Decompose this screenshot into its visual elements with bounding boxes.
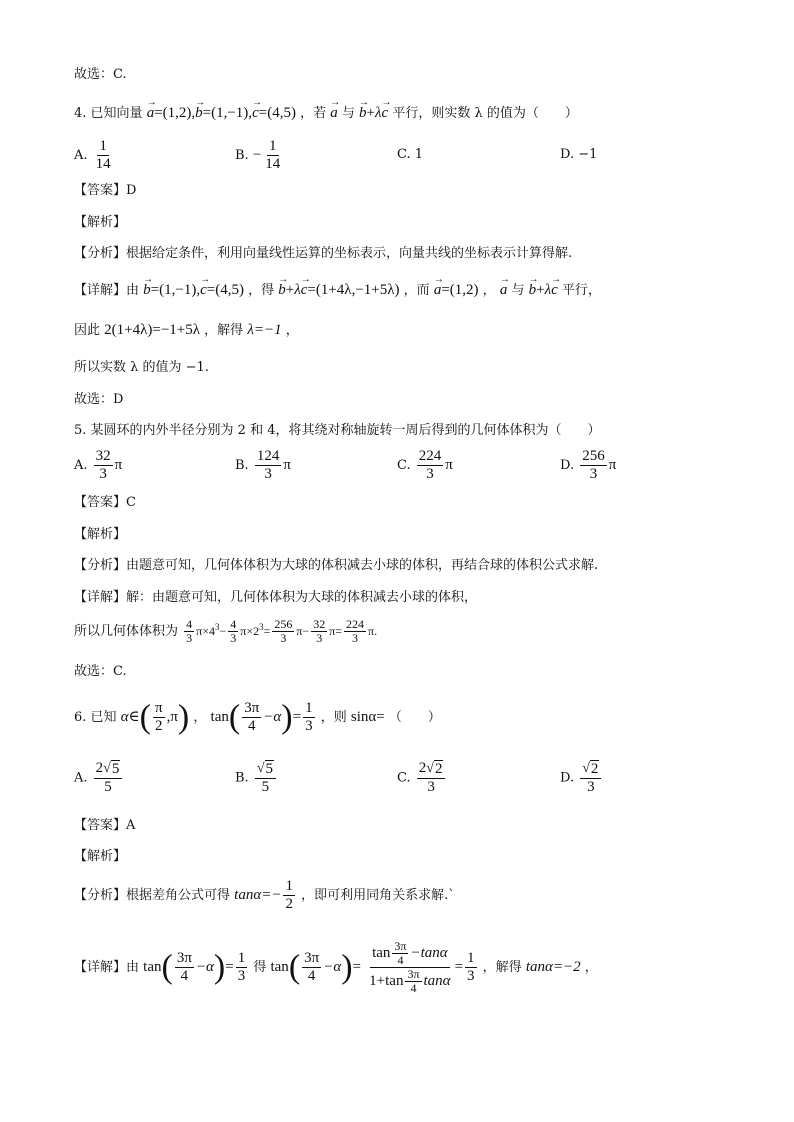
q6-fenxi: 【分析】根据差角公式可得 tanα=− $\frac{1}{2}$ ，即可利用同角关系求解.`: [74, 878, 455, 912]
q5-option-a: A. $\frac{32}{3}$ π: [74, 448, 123, 482]
q6-stem: 6. 已知 α∈( $\frac{\pi}{2}$ ,π) ， tan( $\frac{3\pi}{4}$ −α)= $\frac{1}{3}$ ，则 sinα= （ ）: [74, 698, 441, 736]
q5-choose: 故选：C.: [74, 664, 127, 679]
q5-answer: 【答案】C: [74, 495, 136, 510]
q6-big-fraction: tan $\frac{3\pi}{4}$ −tanα 1+tan $\frac{3\pi}{4}$ tanα: [369, 939, 451, 995]
q4-answer: 【答案】D: [74, 183, 137, 198]
q4-xiangjie-line1: 【详解】由 → b=(1,−1),→ c=(4,5) ，得 → b+λ→ c=(1+4λ,−1+5λ) ，而 → a=(1,2) ， → a 与 → b+λ→ c 平行，: [74, 281, 601, 300]
q4-choose: 故选：D: [74, 392, 124, 407]
q5-calculation: 所以几何体体积为 $\frac{4}{3}$ $\pi\times 4^3-$ $\frac{4}{3}$ $\pi\times 2^3=$ $\frac{256}{3}$ π− $\frac{32}{3}$ π= $\frac{224}{3}$ π.: [74, 617, 378, 645]
q5-analysis-head: 【解析】: [74, 527, 127, 542]
q5-xiangjie: 【详解】解：由题意可知，几何体体积为大球的体积减去小球的体积，: [74, 590, 478, 605]
q6-option-a: A. 2 √ 5 5: [74, 760, 124, 796]
q6-xiangjie: 【详解】由 tan( $\frac{3\pi}{4}$ −α)= $\frac{1}{3}$ 得 tan( $\frac{3\pi}{4}$ −α)= tan $\frac{3\pi}{4}$ −tanα 1+tan $\frac{3\pi}{4}$ tanα = $\frac{1}{3}$ ，解得 tanα=−2 ，: [74, 939, 598, 995]
q6-option-b: B. √ 5 5: [235, 760, 278, 796]
q5-option-d: D. $\frac{256}{3}$ π: [560, 448, 617, 482]
q4-option-c: C. 1: [397, 147, 424, 162]
vec-b: → b: [195, 104, 203, 122]
q4-option-a: A. $\frac{1}{14}$: [74, 138, 111, 172]
q5-option-b: B. $\frac{124}{3}$ π: [235, 448, 291, 482]
q4-analysis-head: 【解析】: [74, 215, 127, 230]
q6-option-c: C. 2 √ 2 3: [397, 760, 447, 796]
q6-analysis-head: 【解析】: [74, 849, 127, 864]
q4-fenxi: 【分析】根据给定条件，利用向量线性运算的坐标表示，向量共线的坐标表示计算得解.: [74, 246, 573, 261]
choose-c-line: 故选：C.: [74, 67, 127, 82]
q5-fenxi: 【分析】由题意可知，几何体体积为大球的体积减去小球的体积，再结合球的体积公式求解.: [74, 558, 599, 573]
q5-stem: 5. 某圆环的内外半径分别为 2 和 4，将其绕对称轴旋转一周后得到的几何体体积为（ ）: [74, 423, 601, 438]
q4-option-d: D. −1: [560, 147, 598, 162]
q6-answer: 【答案】A: [74, 818, 136, 833]
q6-option-d: D. √ 2 3: [560, 760, 603, 796]
q4-xiangjie-line3: 所以实数 λ 的值为 −1.: [74, 360, 209, 375]
q4-option-b: B. − $\frac{1}{14}$: [235, 138, 281, 172]
vec-c: → c: [252, 104, 259, 122]
vec-a: → a: [147, 104, 155, 122]
q4-xiangjie-line2: 因此 2(1+4λ)=−1+5λ ，解得 λ=−1 ，: [74, 322, 299, 338]
q4-stem: 4. 已知向量 → a=(1,2),→ b=(1,−1),→ c=(4,5) ，若 → a 与 → b+λ→ c 平行，则实数 λ 的值为（ ）: [74, 104, 578, 123]
q5-option-c: C. $\frac{224}{3}$ π: [397, 448, 453, 482]
